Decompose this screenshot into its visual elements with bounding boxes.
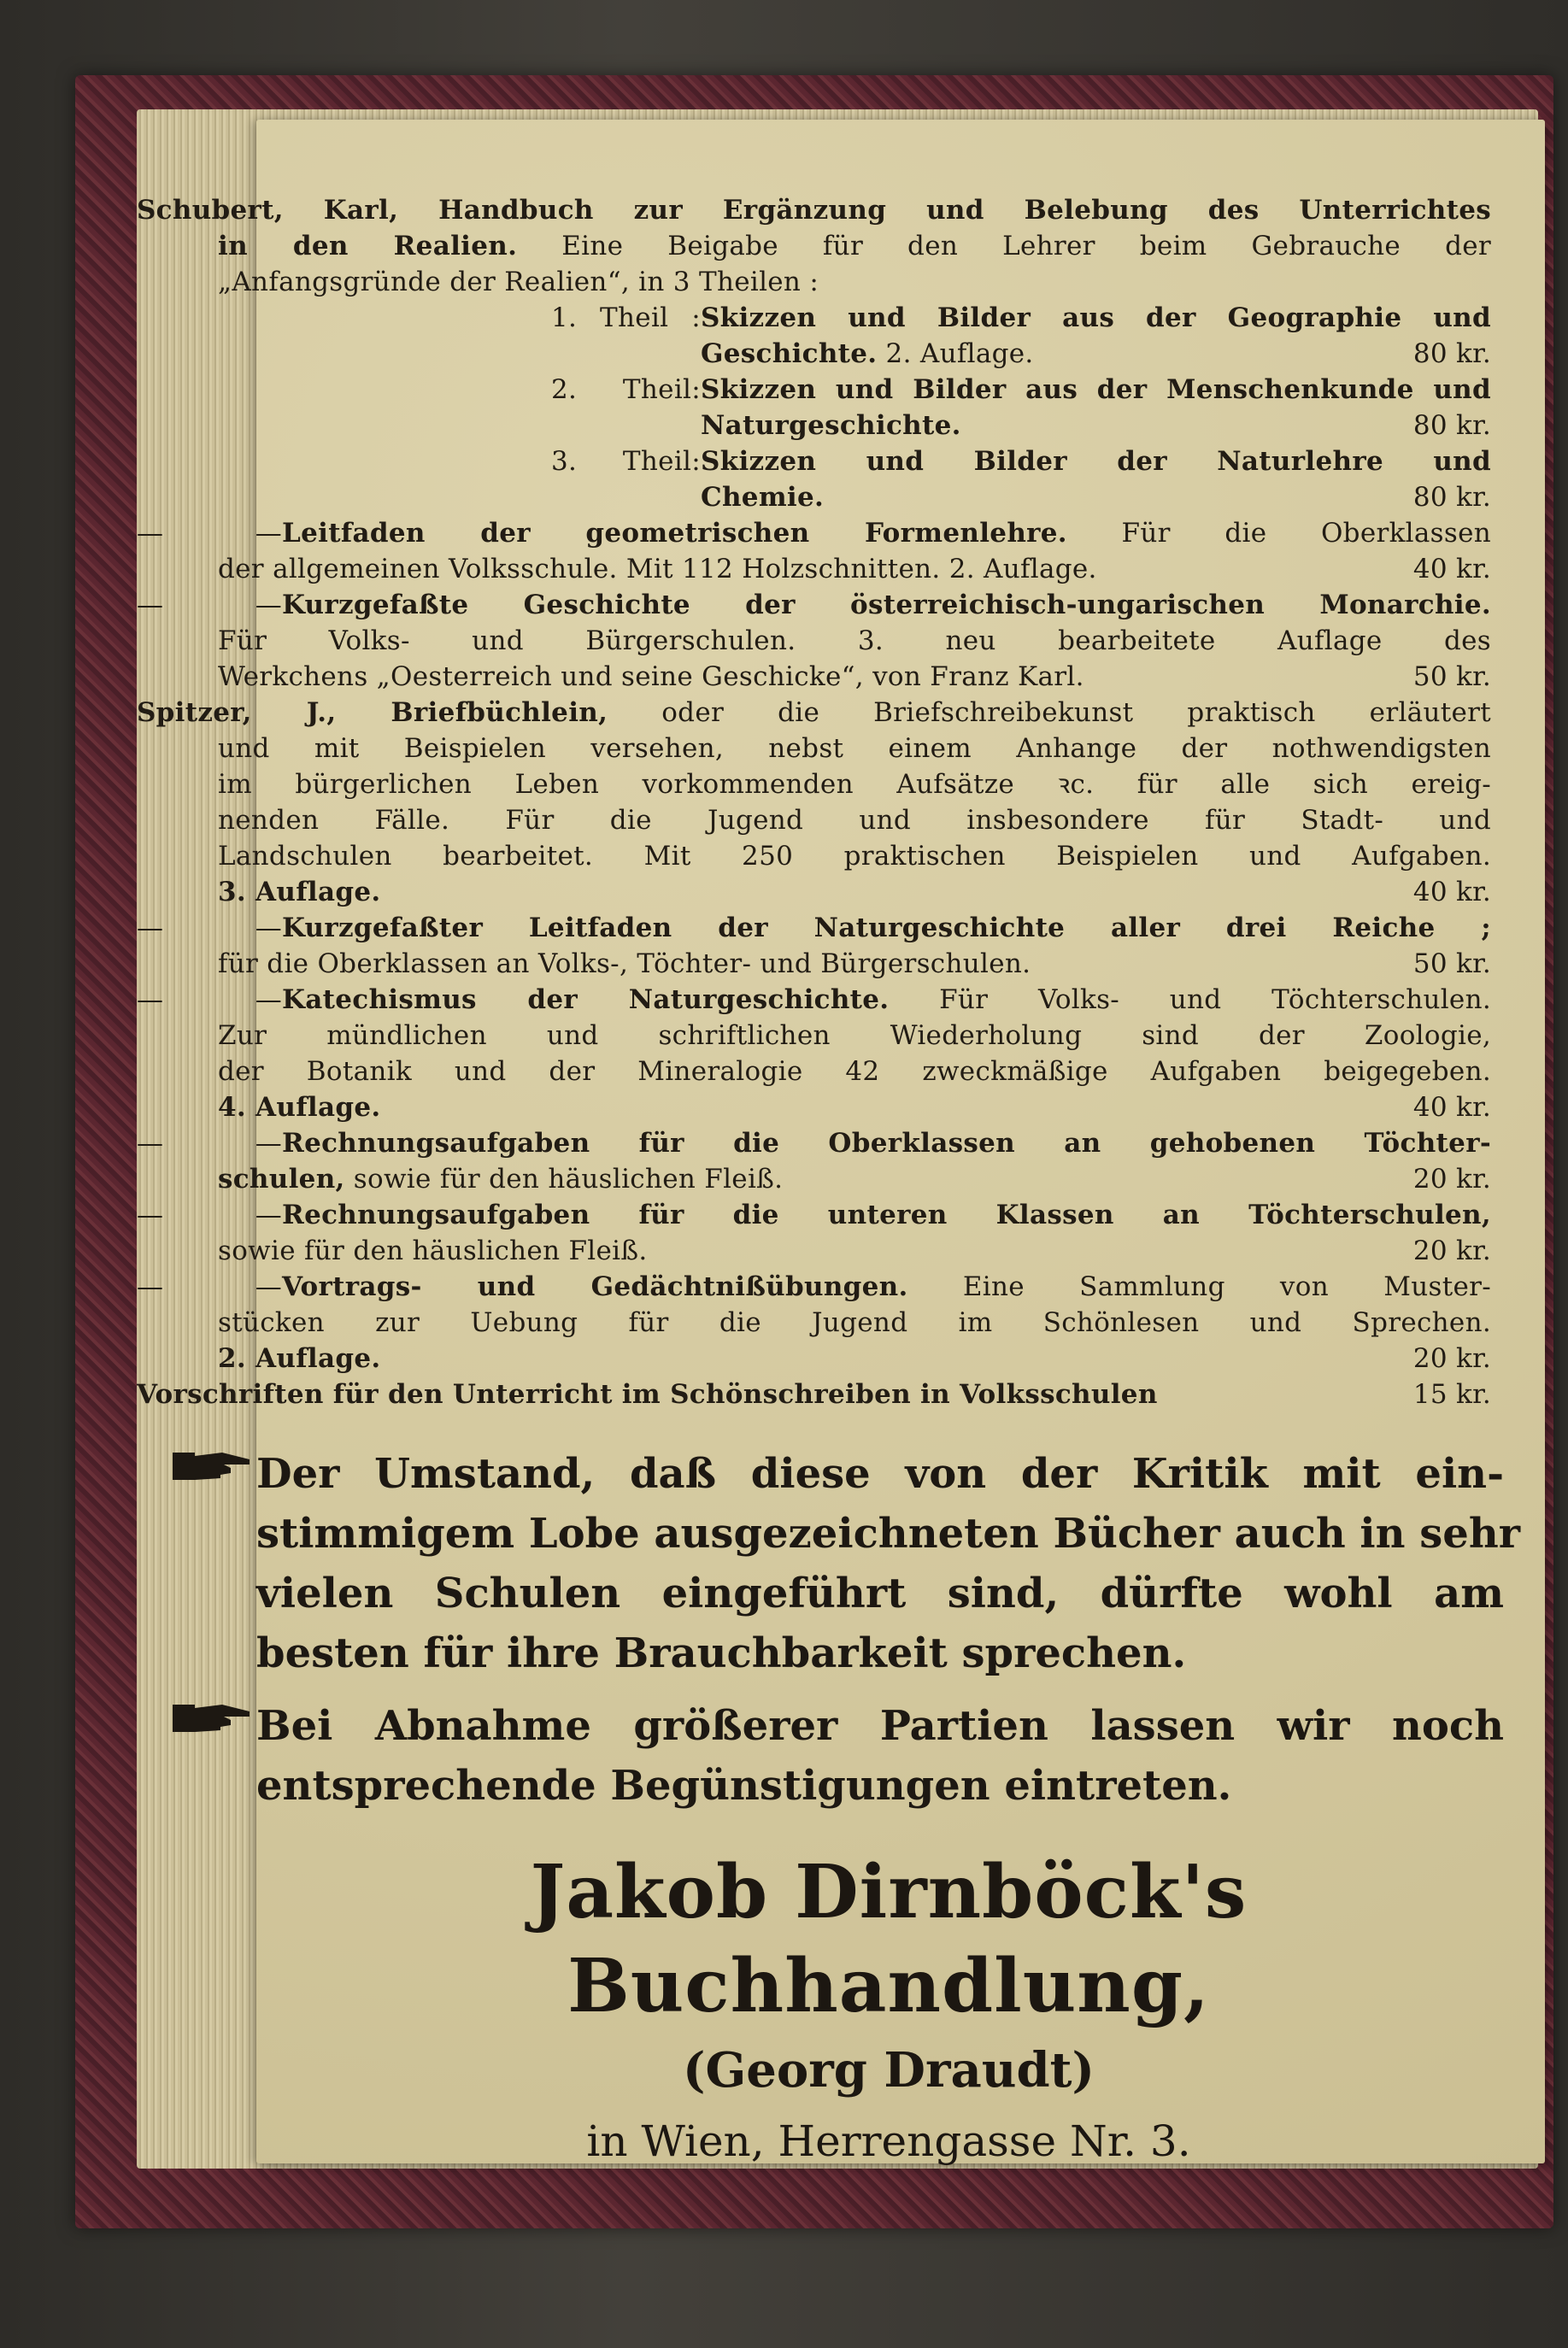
entry-price: 40 kr. [1412,1092,1491,1123]
entry-line [137,874,1491,910]
entry-line [137,695,1491,731]
entry-text: Für Volks- und Töchterschulen. [889,984,1491,1015]
entry-text: für die Oberklassen an Volks-, Töchter- und Bürgerschulen. [218,948,1031,979]
entry-price: 50 kr. [1412,661,1491,692]
entry-line [137,802,1491,838]
entry-line [137,838,1491,874]
part-line [137,408,1491,443]
entry-title: Kurzgefaßte Geschichte der österreichisch-ungarischen Monarchie. [282,590,1491,620]
catalog-list [137,192,1491,1412]
entry-line [137,1305,1491,1341]
entry-text: „Anfangsgründe der Realien“, in 3 Theilen : [218,267,819,297]
entry-line [137,659,1491,695]
notice-line: entsprechende Begünstigungen eintreten. [256,1762,1232,1810]
part-price: 80 kr. [1412,482,1491,513]
part-title-cont: Geschichte. [701,338,878,369]
pointing-hand-icon [171,1696,253,1739]
entry-text: im bürgerlichen Leben vorkommenden Aufsätze ꝛc. für alle sich ereig- [218,769,1491,800]
entry-line [137,1018,1491,1054]
entry-title: Katechismus der Naturgeschichte. [282,984,890,1015]
part-line [137,479,1491,515]
entry-line [137,731,1491,766]
entry-line [137,264,1491,300]
notice-line: Bei Abnahme größerer Partien lassen wir noch [256,1702,1504,1750]
entry-line [137,982,1491,1018]
notice-line: vielen Schulen eingeführt sind, dürfte wohl am [256,1570,1504,1617]
entry-title: Vortrags- und Gedächtnißübungen. [282,1271,908,1302]
part-price: 80 kr. [1412,338,1491,369]
part-edition: 2. Auflage. [877,338,1034,369]
entry-text: Eine Sammlung von Muster- [907,1271,1491,1302]
entry-line [137,1197,1491,1233]
entry-text: Eine Beigabe für den Lehrer beim Gebrauche der [517,231,1491,261]
entry-price: 50 kr. [1412,948,1491,979]
part-number: 2. Theil: [551,374,701,405]
entry-line [137,515,1491,551]
entry-title: Spitzer, J., Briefbüchlein, [137,697,608,728]
publisher-imprint [273,1846,1504,2175]
part-number: 1. Theil : [551,302,701,333]
entry-title: 2. Auflage. [218,1343,381,1374]
part-number: 3. Theil: [551,446,701,477]
part-title: Skizzen und Bilder aus der Geographie und [701,302,1491,333]
dash-mark: — — [137,913,282,943]
entry-line [137,1089,1491,1125]
entry-text: Landschulen bearbeitet. Mit 250 praktischen Beispielen und Aufgaben. [218,841,1491,872]
entry-price: 20 kr. [1412,1343,1491,1374]
entry-price: 20 kr. [1412,1236,1491,1266]
entry-text: Für die Oberklassen [1066,518,1491,549]
entry-line [137,1377,1491,1412]
entry-title: schulen, [218,1164,345,1195]
notice-discount [256,1696,1504,1816]
entry-line [137,1161,1491,1197]
notice-line: besten für ihre Brauchbarkeit sprechen. [256,1629,1187,1677]
dash-mark: — — [137,1271,282,1302]
part-line [137,300,1491,336]
entry-title: 3. Auflage. [218,877,381,907]
entry-price: 40 kr. [1412,554,1491,584]
publisher-owner: (Georg Draudt) [682,2042,1095,2099]
entry-line [137,192,1491,228]
part-subtitle [701,408,961,443]
part-title-cont: Naturgeschichte. [701,410,961,441]
dash-mark: — — [137,590,282,620]
entry-line [137,1125,1491,1161]
entry-text: der Botanik und der Mineralogie 42 zweckmäßige Aufgaben beigegeben. [218,1056,1491,1087]
part-line [137,336,1491,372]
entry-text: sowie für den häuslichen Fleiß. [218,1236,648,1266]
catalog-entry [137,192,1491,300]
entry-line [137,623,1491,659]
notice-line: stimmigem Lobe ausgezeichneten Bücher auch in sehr [256,1510,1521,1558]
entry-title: Rechnungsaufgaben für die Oberklassen an gehobenen Töchter- [282,1128,1491,1159]
entry-price: 15 kr. [1412,1379,1491,1410]
entry-line [137,946,1491,982]
entry-line [137,551,1491,587]
notice-criticism [256,1444,1521,1683]
entry-line [137,1233,1491,1269]
part-title-cont: Chemie. [701,482,825,513]
entry-line [137,1054,1491,1089]
entry-text: Für Volks- und Bürgerschulen. 3. neu bearbeitete Auflage des [218,625,1491,656]
entry-body [218,1341,380,1377]
entry-title: Rechnungsaufgaben für die unteren Klassen an Töchterschulen, [282,1200,1491,1230]
entry-line [137,587,1491,623]
entry-line [137,228,1491,264]
entry-text: Werkchens „Oesterreich und seine Geschicke“, von Franz Karl. [218,661,1084,692]
entry-body [218,874,380,910]
pointing-hand-icon [171,1444,253,1487]
entry-text: und mit Beispielen versehen, nebst einem Anhange der nothwendigsten [218,733,1491,764]
entry-text: nenden Fälle. Für die Jugend und insbesondere für Stadt- und [218,805,1491,836]
publisher-name: Jakob Dirnböck's Buchhandlung, [530,1849,1248,2029]
entry-title: in den Realien. [218,231,518,261]
entry-title: Kurzgefaßter Leitfaden der Naturgeschichte aller drei Reiche ; [282,913,1491,943]
part-line [137,443,1491,479]
publisher-address: in Wien, Herrengasse Nr. 3. [586,2116,1191,2166]
part-title: Skizzen und Bilder aus der Menschenkunde und [701,374,1491,405]
entry-text: oder die Briefschreibekunst praktisch erläutert [608,697,1491,728]
part-subtitle [701,336,1034,372]
entry-line [137,1269,1491,1305]
dash-mark: — — [137,518,282,549]
dash-mark: — — [137,1200,282,1230]
entry-body [218,1161,783,1197]
entry-price: 20 kr. [1412,1164,1491,1195]
entry-title: Leitfaden der geometrischen Formenlehre. [282,518,1067,549]
entry-title: Vorschriften für den Unterricht im Schönschreiben in Volksschulen [137,1379,1158,1410]
entry-text: Zur mündlichen und schriftlichen Wiederholung sind der Zoologie, [218,1020,1491,1051]
entry-body [137,1377,1158,1412]
entry-line [137,766,1491,802]
part-title: Skizzen und Bilder der Naturlehre und [701,446,1491,477]
dash-mark: — — [137,1128,282,1159]
entry-body [218,1089,380,1125]
entry-text: der allgemeinen Volksschule. Mit 112 Holzschnitten. 2. Auflage. [218,554,1097,584]
notice-line: Der Umstand, daß diese von der Kritik mit ein- [256,1450,1504,1498]
entry-title: Schubert, Karl, Handbuch zur Ergänzung und Belebung des Unterrichtes [137,195,1491,226]
entry-text: sowie für den häuslichen Fleiß. [344,1164,784,1195]
part-subtitle [701,479,824,515]
dash-mark: — — [137,984,282,1015]
part-price: 80 kr. [1412,410,1491,441]
entry-text: stücken zur Uebung für die Jugend im Schönlesen und Sprechen. [218,1307,1491,1338]
part-line [137,372,1491,408]
entry-line [137,910,1491,946]
entry-line [137,1341,1491,1377]
entry-price: 40 kr. [1412,877,1491,907]
entry-title: 4. Auflage. [218,1092,381,1123]
